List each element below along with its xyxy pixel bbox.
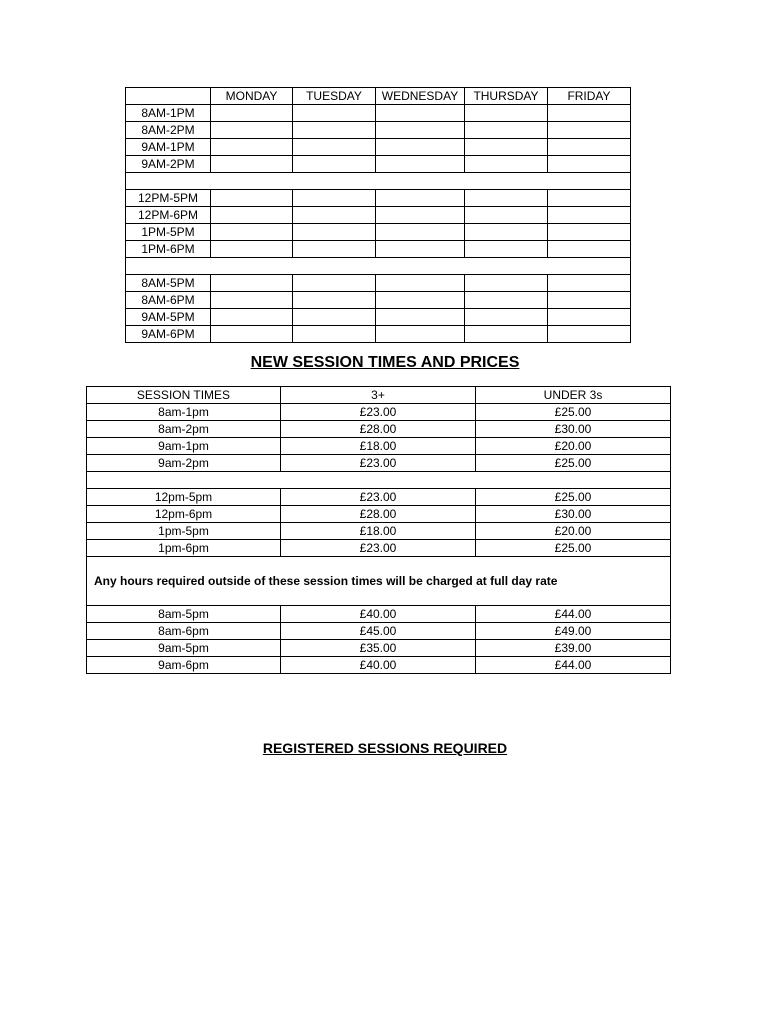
- spacer-row: [126, 258, 631, 275]
- session-checkbox-cell[interactable]: [548, 326, 631, 343]
- price-3-plus: £28.00: [281, 506, 476, 523]
- session-checkbox-cell[interactable]: [376, 190, 465, 207]
- session-checkbox-cell[interactable]: [548, 224, 631, 241]
- session-time-label: 8AM-1PM: [126, 105, 211, 122]
- table-row: [126, 275, 631, 292]
- session-checkbox-cell[interactable]: [293, 190, 376, 207]
- session-time-label: 1PM-6PM: [126, 241, 211, 258]
- prices-table: [86, 386, 671, 674]
- session-time-label: 8AM-6PM: [126, 292, 211, 309]
- table-row: [87, 404, 671, 421]
- table-row: [87, 540, 671, 557]
- session-checkbox-cell[interactable]: [465, 275, 548, 292]
- price-3-plus: £45.00: [281, 623, 476, 640]
- table-row: [126, 105, 631, 122]
- session-checkbox-cell[interactable]: [376, 156, 465, 173]
- session-checkbox-cell[interactable]: [376, 241, 465, 258]
- session-time-label: 9AM-1PM: [126, 139, 211, 156]
- day-header-thursday: THURSDAY: [465, 88, 548, 105]
- table-row: [87, 523, 671, 540]
- session-checkbox-cell[interactable]: [293, 275, 376, 292]
- full-day-rate-note-row: [87, 557, 671, 606]
- session-checkbox-cell[interactable]: [376, 326, 465, 343]
- prices-header-row: [87, 387, 671, 404]
- price-3-plus: £18.00: [281, 438, 476, 455]
- session-time-label: 9AM-6PM: [126, 326, 211, 343]
- price-3-plus: £40.00: [281, 606, 476, 623]
- session-checkbox-cell[interactable]: [293, 224, 376, 241]
- day-header-friday: FRIDAY: [548, 88, 631, 105]
- price-under-3s: £20.00: [476, 523, 671, 540]
- session-checkbox-cell[interactable]: [211, 309, 293, 326]
- session-checkbox-cell[interactable]: [465, 224, 548, 241]
- spacer-cell: [126, 173, 631, 190]
- table-row: [126, 292, 631, 309]
- table-row: [87, 623, 671, 640]
- session-time: 8am-1pm: [87, 404, 281, 421]
- table-row: [126, 224, 631, 241]
- price-3-plus: £23.00: [281, 540, 476, 557]
- session-checkbox-cell[interactable]: [211, 207, 293, 224]
- session-time-label: 1PM-5PM: [126, 224, 211, 241]
- session-checkbox-cell[interactable]: [293, 207, 376, 224]
- spacer-row: [126, 173, 631, 190]
- session-time: 9am-5pm: [87, 640, 281, 657]
- session-checkbox-cell[interactable]: [465, 122, 548, 139]
- session-time: 9am-6pm: [87, 657, 281, 674]
- table-row: [126, 309, 631, 326]
- table-row: [87, 506, 671, 523]
- session-checkbox-cell[interactable]: [376, 275, 465, 292]
- table-row: [126, 207, 631, 224]
- session-checkbox-cell[interactable]: [465, 190, 548, 207]
- session-checkbox-cell[interactable]: [376, 224, 465, 241]
- day-header-tuesday: TUESDAY: [293, 88, 376, 105]
- price-under-3s: £30.00: [476, 421, 671, 438]
- spacer-cell: [87, 472, 671, 489]
- session-time: 8am-6pm: [87, 623, 281, 640]
- session-time-label: 12PM-6PM: [126, 207, 211, 224]
- session-checkbox-cell[interactable]: [548, 190, 631, 207]
- session-checkbox-cell[interactable]: [465, 207, 548, 224]
- session-checkbox-cell[interactable]: [293, 292, 376, 309]
- table-row: [87, 657, 671, 674]
- session-time: 8am-2pm: [87, 421, 281, 438]
- session-time-label: 12PM-5PM: [126, 190, 211, 207]
- session-checkbox-cell[interactable]: [293, 326, 376, 343]
- full-day-rate-note: Any hours required outside of these session times will be charged at full day rate: [87, 557, 671, 606]
- table-row: [87, 455, 671, 472]
- table-row: [126, 241, 631, 258]
- session-checkbox-cell[interactable]: [376, 292, 465, 309]
- price-3-plus: £18.00: [281, 523, 476, 540]
- registered-sessions-title: REGISTERED SESSIONS REQUIRED: [262, 740, 508, 756]
- price-under-3s: £44.00: [476, 606, 671, 623]
- table-row: [126, 139, 631, 156]
- session-checkbox-cell[interactable]: [211, 292, 293, 309]
- session-checkbox-cell[interactable]: [211, 241, 293, 258]
- session-checkbox-cell[interactable]: [548, 309, 631, 326]
- header-age-3-plus: 3+: [281, 387, 476, 404]
- session-checkbox-cell[interactable]: [211, 156, 293, 173]
- session-checkbox-cell[interactable]: [376, 122, 465, 139]
- price-under-3s: £49.00: [476, 623, 671, 640]
- session-time: 12pm-6pm: [87, 506, 281, 523]
- price-under-3s: £44.00: [476, 657, 671, 674]
- session-time: 12pm-5pm: [87, 489, 281, 506]
- session-time: 9am-1pm: [87, 438, 281, 455]
- spacer-row: [87, 472, 671, 489]
- session-checkbox-cell[interactable]: [376, 105, 465, 122]
- session-checkbox-cell[interactable]: [548, 122, 631, 139]
- table-row: [126, 190, 631, 207]
- table-row: [87, 489, 671, 506]
- day-header-monday: MONDAY: [211, 88, 293, 105]
- session-checkbox-cell[interactable]: [211, 326, 293, 343]
- table-row: [87, 421, 671, 438]
- prices-title: NEW SESSION TIMES AND PRICES: [250, 354, 520, 371]
- price-3-plus: £23.00: [281, 404, 476, 421]
- session-checkbox-cell[interactable]: [548, 275, 631, 292]
- session-time: 9am-2pm: [87, 455, 281, 472]
- session-checkbox-cell[interactable]: [548, 105, 631, 122]
- session-checkbox-cell[interactable]: [548, 139, 631, 156]
- session-checkbox-cell[interactable]: [293, 241, 376, 258]
- session-checkbox-cell[interactable]: [293, 122, 376, 139]
- session-time: 8am-5pm: [87, 606, 281, 623]
- session-checkbox-cell[interactable]: [548, 156, 631, 173]
- session-checkbox-cell[interactable]: [548, 241, 631, 258]
- session-checkbox-cell[interactable]: [376, 207, 465, 224]
- session-checkbox-cell[interactable]: [211, 275, 293, 292]
- session-checkbox-cell[interactable]: [548, 207, 631, 224]
- price-under-3s: £30.00: [476, 506, 671, 523]
- price-under-3s: £25.00: [476, 540, 671, 557]
- price-3-plus: £35.00: [281, 640, 476, 657]
- price-under-3s: £25.00: [476, 489, 671, 506]
- price-under-3s: £20.00: [476, 438, 671, 455]
- session-time: 1pm-5pm: [87, 523, 281, 540]
- price-under-3s: £39.00: [476, 640, 671, 657]
- table-row: [126, 122, 631, 139]
- price-3-plus: £23.00: [281, 455, 476, 472]
- session-time: 1pm-6pm: [87, 540, 281, 557]
- header-under-3s: UNDER 3s: [476, 387, 671, 404]
- price-3-plus: £28.00: [281, 421, 476, 438]
- header-session-times: SESSION TIMES: [87, 387, 281, 404]
- session-checkbox-cell[interactable]: [465, 139, 548, 156]
- table-row: [126, 326, 631, 343]
- table-row: [126, 156, 631, 173]
- table-row: [87, 606, 671, 623]
- session-checkbox-cell[interactable]: [465, 326, 548, 343]
- session-time-label: 8AM-2PM: [126, 122, 211, 139]
- session-checkbox-cell[interactable]: [293, 156, 376, 173]
- price-under-3s: £25.00: [476, 404, 671, 421]
- session-time-label: 9AM-2PM: [126, 156, 211, 173]
- day-header-wednesday: WEDNESDAY: [376, 88, 465, 105]
- table-row: [87, 640, 671, 657]
- session-checkbox-cell[interactable]: [211, 224, 293, 241]
- session-checkbox-cell[interactable]: [211, 139, 293, 156]
- session-checkbox-cell[interactable]: [211, 122, 293, 139]
- session-time-label: 9AM-5PM: [126, 309, 211, 326]
- session-checkbox-cell[interactable]: [465, 241, 548, 258]
- spacer-cell: [126, 258, 631, 275]
- table-row: [87, 438, 671, 455]
- session-checkbox-cell[interactable]: [465, 309, 548, 326]
- session-checkbox-cell[interactable]: [211, 105, 293, 122]
- price-3-plus: £40.00: [281, 657, 476, 674]
- session-checkbox-cell[interactable]: [293, 309, 376, 326]
- registration-header-row: [126, 88, 631, 105]
- session-checkbox-cell[interactable]: [293, 105, 376, 122]
- registration-table: [125, 87, 631, 343]
- session-time-label: 8AM-5PM: [126, 275, 211, 292]
- session-checkbox-cell[interactable]: [548, 292, 631, 309]
- session-checkbox-cell[interactable]: [211, 190, 293, 207]
- price-3-plus: £23.00: [281, 489, 476, 506]
- session-checkbox-cell[interactable]: [376, 309, 465, 326]
- session-checkbox-cell[interactable]: [376, 139, 465, 156]
- session-checkbox-cell[interactable]: [465, 292, 548, 309]
- session-checkbox-cell[interactable]: [293, 139, 376, 156]
- session-checkbox-cell[interactable]: [465, 105, 548, 122]
- price-under-3s: £25.00: [476, 455, 671, 472]
- registration-corner-cell: [126, 88, 211, 105]
- session-checkbox-cell[interactable]: [465, 156, 548, 173]
